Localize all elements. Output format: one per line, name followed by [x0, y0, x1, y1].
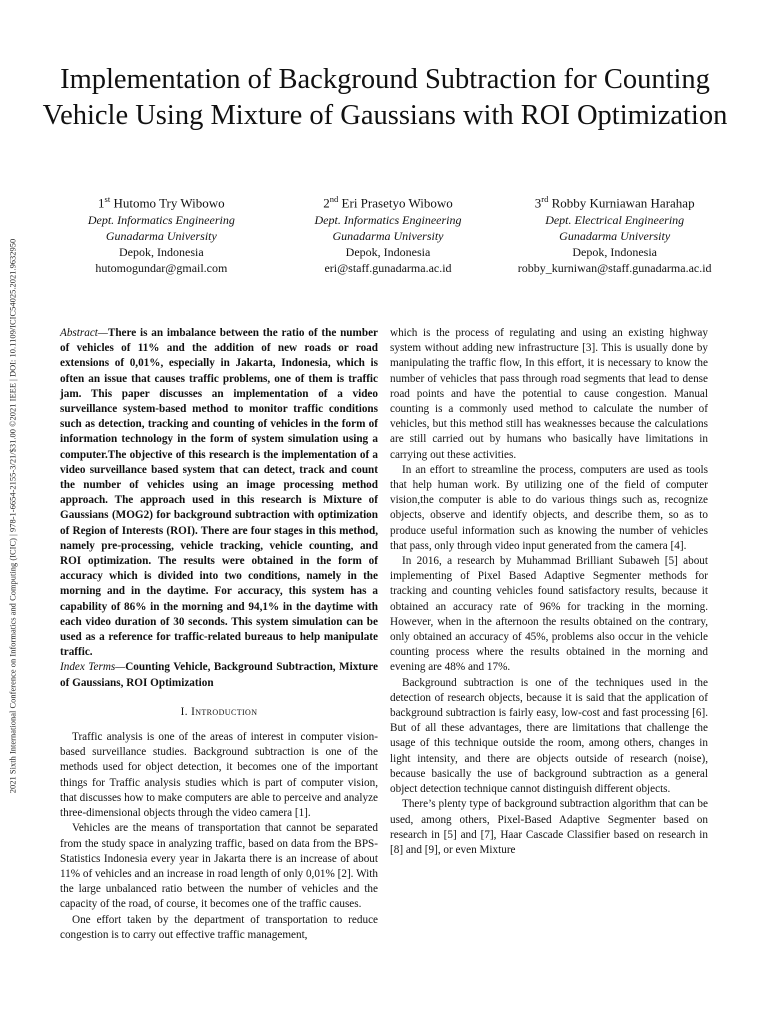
body-paragraph: In an effort to streamline the process, computers are used as tools that help human work. By utilizing one of the field of computer vision,the computer is able to do various things such as, recognize objects, observe and identify objects, and describe them, so as to produce useful information such as knowing the number of vehicles that pass, only through video input generated from the camera [4].	[390, 463, 708, 552]
author-block	[48, 190, 728, 276]
author-dept: Dept. Electrical Engineering	[545, 213, 685, 228]
author-name: 2nd Eri Prasetyo Wibowo	[323, 194, 453, 211]
body-paragraph: Traffic analysis is one of the areas of interest in computer vision-based surveillance studies. Background subtraction is one of the methods used for object detection, it becomes one of the important things for Traffic analysis studies which is part of computer vision, that discusses how to make computers are able to perceive and analyze three-dimensional objects through the video camera [1].	[60, 731, 378, 820]
author-name: 3rd Robby Kurniawan Harahap	[534, 194, 695, 211]
author-city: Depok, Indonesia	[345, 245, 431, 260]
body-paragraph: Background subtraction is one of the techniques used in the detection of research objects, because it is said that the application of background subtraction is fairly easy, low-cost and fast processing [6]. But of all these advantages, there are limitations that challenge the usage of this technique outside the room, among others, changes in light intensity, and there are objects outside of research (noise), because basically the use of background subtraction as a general object detection technique cannot distinguish different objects.	[390, 676, 708, 796]
index-terms-label: Index Terms—	[60, 661, 126, 674]
author-1	[48, 190, 275, 276]
author-email: eri@staff.gunadarma.ac.id	[324, 261, 452, 276]
abstract	[60, 326, 378, 660]
right-column	[390, 326, 708, 858]
paper-title: Implementation of Background Subtraction for Counting Vehicle Using Mixture of Gaussians with ROI Optimization	[42, 64, 728, 131]
conference-doi-text: 2021 Sixth International Conference on Informatics and Computing (ICIC) | 978-1-6654-2155-3/21/$31.00 ©2021 IEEE | DOI: 10.1109/ICIC54025.2021.9632950	[8, 238, 18, 794]
author-univ: Gunadarma University	[332, 229, 444, 244]
author-name: 1st Hutomo Try Wibowo	[98, 194, 225, 211]
author-2	[275, 190, 502, 276]
author-univ: Gunadarma University	[559, 229, 671, 244]
body-paragraph: One effort taken by the department of transportation to reduce congestion is to carry out effective traffic management,	[60, 913, 378, 941]
abstract-text: There is an imbalance between the ratio of the number of vehicles of 11% and the addition of new roads or road extensions of 0,01%, especially in Jakarta, Indonesia, which is often an issue that causes traffic problems, one of them is traffic jam. This paper discusses an implementation of a video surveillance system-based method to monitor traffic conditions such as detection, tracking and counting of vehicles in the form of information technology in the form of system simulation using a computer.The objective of this research is the implementation of a video surveillance based system that can detect, track and count the number of vehicles using an image processing method approach. The approach used in this research is Mixture of Gaussians (MOG2) for background subtraction with optimization of Region of Interests (ROI). There are four stages in this method, namely pre-processing, vehicle tracking, vehicle counting, and ROI optimization. The results were obtained in the form of accuracy which is divided into two conditions, namely in the morning and in the daytime. For accuracy, this system has a capability of 86% in the morning and 94,1% in the daytime with each video duration of 30 seconds. This system simulation can be used as a reference for traffic-related bureaus to help manipulate traffic.	[60, 327, 378, 659]
left-column	[60, 326, 378, 943]
author-city: Depok, Indonesia	[119, 245, 204, 260]
author-dept: Dept. Informatics Engineering	[314, 213, 462, 228]
author-city: Depok, Indonesia	[572, 245, 657, 260]
body-paragraph: There’s plenty type of background subtraction algorithm that can be used, among others, Pixel-Based Adaptive Segmenter based on research in [5] and [7], Haar Cascade Classifier based on research in [8] and [9], or even Mixture	[390, 798, 708, 856]
conference-side-note	[6, 176, 20, 856]
index-terms	[60, 660, 378, 690]
body-paragraph: In 2016, a research by Muhammad Brilliant Subaweh [5] about implementing of Pixel Based Adaptive Segmenter methods for tracking and counting vehicles found satisfactory results, because it obtained an accuracy rate of 96% for tracking in the morning. However, when in the afternoon the results obtained on the contrary, only obtained an accuracy of 45%, problems also occur in the vehicle counting process where the results obtained in the morning and evening are 48% and 17%.	[390, 555, 708, 674]
index-terms-text: Counting Vehicle, Background Subtraction, Mixture of Gaussians, ROI Optimization	[60, 661, 378, 689]
section-heading-introduction: I. Introduction	[180, 705, 258, 718]
author-email: hutomogundar@gmail.com	[95, 261, 228, 276]
body-paragraph: which is the process of regulating and using an existing highway system without adding new infrastructure [3]. This is usually done by manipulating the traffic flow, In this effort, it is necessary to know the number of vehicles that pass through road segments that lead to dense road points and have the potential to cause congestion. Manual counting is a commonly used method to calculate the number of vehicles, but this method still has weaknesses because the calculations are still carried out by humans who basically have limitations in carrying out these activities.	[390, 327, 708, 461]
author-dept: Dept. Informatics Engineering	[87, 213, 235, 228]
author-univ: Gunadarma University	[105, 229, 217, 244]
author-3	[501, 190, 728, 276]
author-email: robby_kurniwan@staff.gunadarma.ac.id	[517, 261, 712, 276]
body-paragraph: Vehicles are the means of transportation that cannot be separated from the study space in analyzing traffic, based on data from the BPS-Statistics Indonesia every year in Jakarta there is an increase of about 11% of vehicles and an increase in road length of only 0,01% [2]. With the large unbalanced ratio between the number of vehicles and the capacity of the road, of course, it becomes one of the traffic causes.	[60, 822, 378, 911]
abstract-label: Abstract—	[60, 327, 108, 339]
